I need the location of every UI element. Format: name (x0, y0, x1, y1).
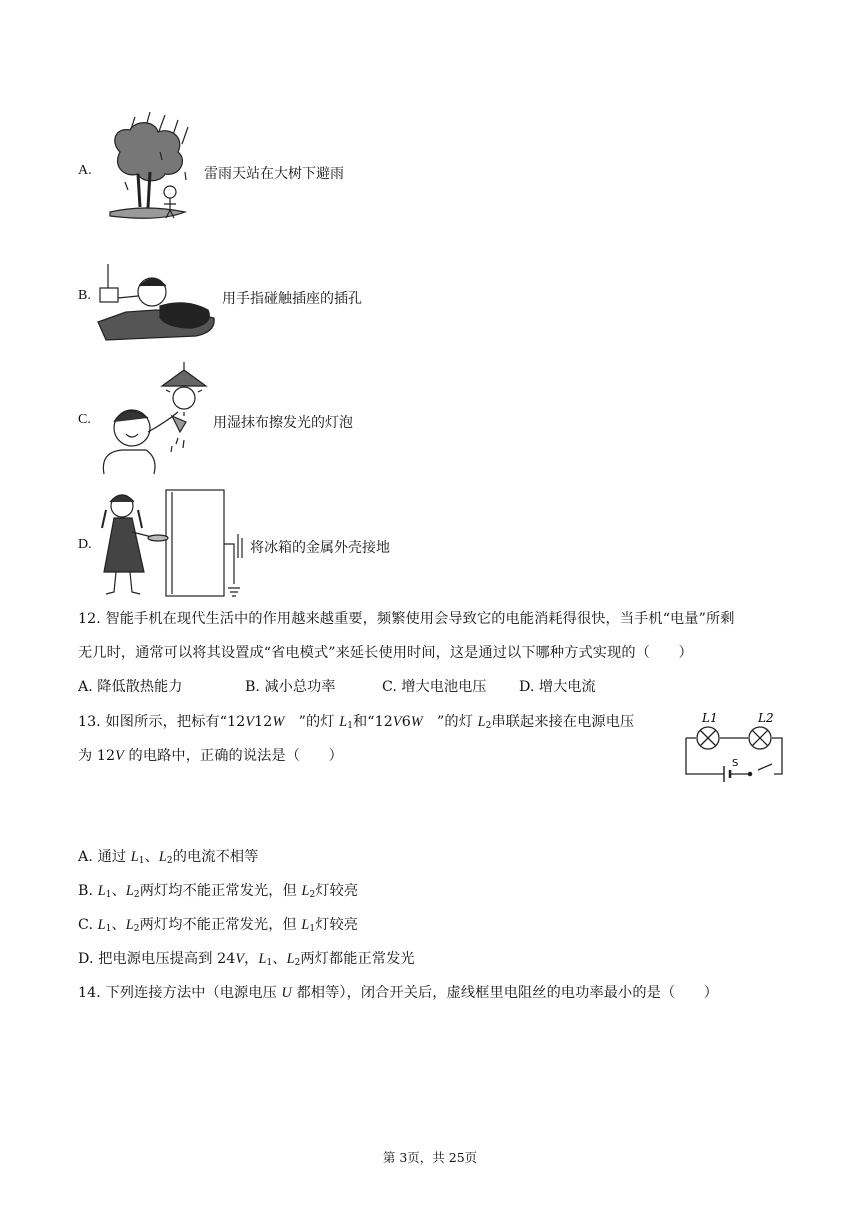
q13-stem-line1: 13. 如图所示，把标有“12V12W ”的灯 $L_1$和“12V6W ”的灯 $L_2$串联起来接在电源电压 (78, 714, 635, 731)
child-wiping-bulb-illustration (96, 362, 214, 476)
fridge-grounding-illustration (96, 488, 248, 600)
series-circuit-diagram (682, 708, 786, 786)
q13-option-b[interactable]: B. $L_1$、$L_2$两灯均不能正常发光，但 $L_2$灯较亮 (78, 883, 359, 900)
q14-stem: 14. 下列连接方法中（电源电压 U 都相等），闭合开关后，虚线框里电阻丝的电功率最小的是（ ） (78, 985, 719, 1001)
circuit-switch-label: S (732, 758, 739, 769)
circuit-lamp1-label: L1 (702, 711, 718, 725)
q12-stem-line2: 无几时，通常可以将其设置成“省电模式”来延长使用时间，这是通过以下哪种方式实现的（ ） (78, 645, 693, 661)
option-d-letter: D. (78, 537, 92, 552)
q12-stem-line1: 12. 智能手机在现代生活中的作用越来越重要，频繁使用会导致它的电能消耗得很快，当手机“电量”所剩 (78, 611, 735, 627)
q13-option-c[interactable]: C. $L_1$、$L_2$两灯均不能正常发光，但 $L_1$灯较亮 (78, 917, 359, 934)
q12-choice-d[interactable]: D. 增大电流 (519, 679, 596, 695)
page-footer: 第 3页，共 25页 (382, 1150, 478, 1165)
q12-choice-c[interactable]: C. 增大电池电压 (382, 679, 487, 695)
option-a-text: 雷雨天站在大树下避雨 (204, 166, 344, 182)
option-d-text: 将冰箱的金属外壳接地 (250, 540, 390, 556)
option-b-letter: B. (78, 288, 91, 303)
tree-lightning-illustration (100, 112, 200, 230)
option-b-text: 用手指碰触插座的插孔 (222, 291, 362, 307)
child-touching-socket-illustration (96, 262, 220, 342)
circuit-lamp2-label: L2 (758, 711, 774, 725)
option-c-text: 用湿抹布擦发光的灯泡 (213, 415, 353, 431)
option-c-letter: C. (78, 412, 91, 427)
q12-choice-a[interactable]: A. 降低散热能力 (78, 679, 183, 695)
q13-option-a[interactable]: A. 通过 $L_1$、$L_2$的电流不相等 (78, 849, 259, 866)
q13-option-d[interactable]: D. 把电源电压提高到 24V，$L_1$、$L_2$两灯都能正常发光 (78, 951, 415, 968)
option-a-letter: A. (78, 163, 92, 178)
q12-choice-b[interactable]: B. 减小总功率 (245, 679, 336, 695)
q13-stem-line2: 为 12V 的电路中，正确的说法是（ ） (78, 748, 343, 764)
